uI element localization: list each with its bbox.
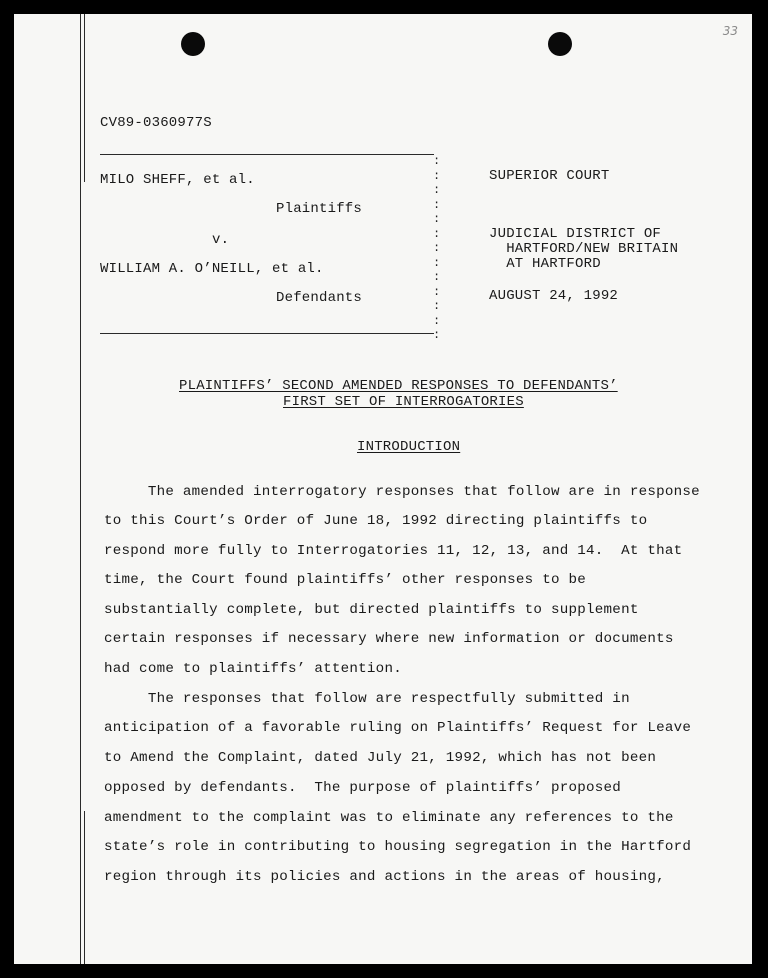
body-line: certain responses if necessary where new information or documents — [104, 631, 674, 647]
margin-rule-outer — [80, 14, 81, 964]
document-title-line-2: FIRST SET OF INTERROGATORIES — [283, 394, 524, 410]
filing-date: AUGUST 24, 1992 — [489, 288, 619, 304]
punch-hole-left — [181, 32, 205, 56]
caption-bottom-rule — [100, 333, 434, 334]
body-line: to Amend the Complaint, dated July 21, 1992, which has not been — [104, 750, 657, 766]
margin-rule-inner-top — [84, 14, 85, 182]
district-line-2: HARTFORD/NEW BRITAIN — [506, 241, 679, 257]
versus: v. — [212, 232, 230, 248]
plaintiff-name: MILO SHEFF, et al. — [100, 172, 255, 188]
punch-hole-right — [548, 32, 572, 56]
section-heading: INTRODUCTION — [357, 439, 461, 455]
page-number: 33 — [722, 24, 738, 38]
plaintiff-role: Plaintiffs — [276, 201, 363, 217]
body-line: opposed by defendants. The purpose of plaintiffs’ proposed — [104, 780, 622, 796]
body-line: The amended interrogatory responses that follow are in response — [104, 484, 700, 500]
document-page — [14, 14, 752, 964]
court-name: SUPERIOR COURT — [489, 168, 610, 184]
body-line: had come to plaintiffs’ attention. — [104, 661, 402, 677]
body-line: state’s role in contributing to housing segregation in the Hartford — [104, 839, 692, 855]
body-line: time, the Court found plaintiffs’ other responses to be — [104, 572, 587, 588]
district-line-3: AT HARTFORD — [506, 256, 601, 272]
defendant-name: WILLIAM A. O’NEILL, et al. — [100, 261, 324, 277]
body-line: anticipation of a favorable ruling on Plaintiffs’ Request for Leave — [104, 720, 692, 736]
judicial-district — [489, 227, 678, 272]
defendant-role: Defendants — [276, 290, 363, 306]
body-line: The responses that follow are respectfully submitted in — [104, 691, 630, 707]
body-line: respond more fully to Interrogatories 11, 12, 13, and 14. At that — [104, 543, 683, 559]
docket-number: CV89-0360977S — [100, 115, 212, 131]
document-title-line-1: PLAINTIFFS’ SECOND AMENDED RESPONSES TO DEFENDANTS’ — [179, 378, 618, 394]
body-line: substantially complete, but directed plaintiffs to supplement — [104, 602, 639, 618]
body-line: amendment to the complaint was to eliminate any references to the — [104, 810, 674, 826]
district-line-1: JUDICIAL DISTRICT OF — [489, 226, 662, 242]
caption-colon-column: : : : : : : : : : : : : : — [433, 154, 441, 342]
caption-top-rule — [100, 154, 434, 155]
margin-rule-inner-bottom — [84, 811, 85, 964]
body-line: to this Court’s Order of June 18, 1992 directing plaintiffs to — [104, 513, 648, 529]
body-line: region through its policies and actions in the areas of housing, — [104, 869, 665, 885]
